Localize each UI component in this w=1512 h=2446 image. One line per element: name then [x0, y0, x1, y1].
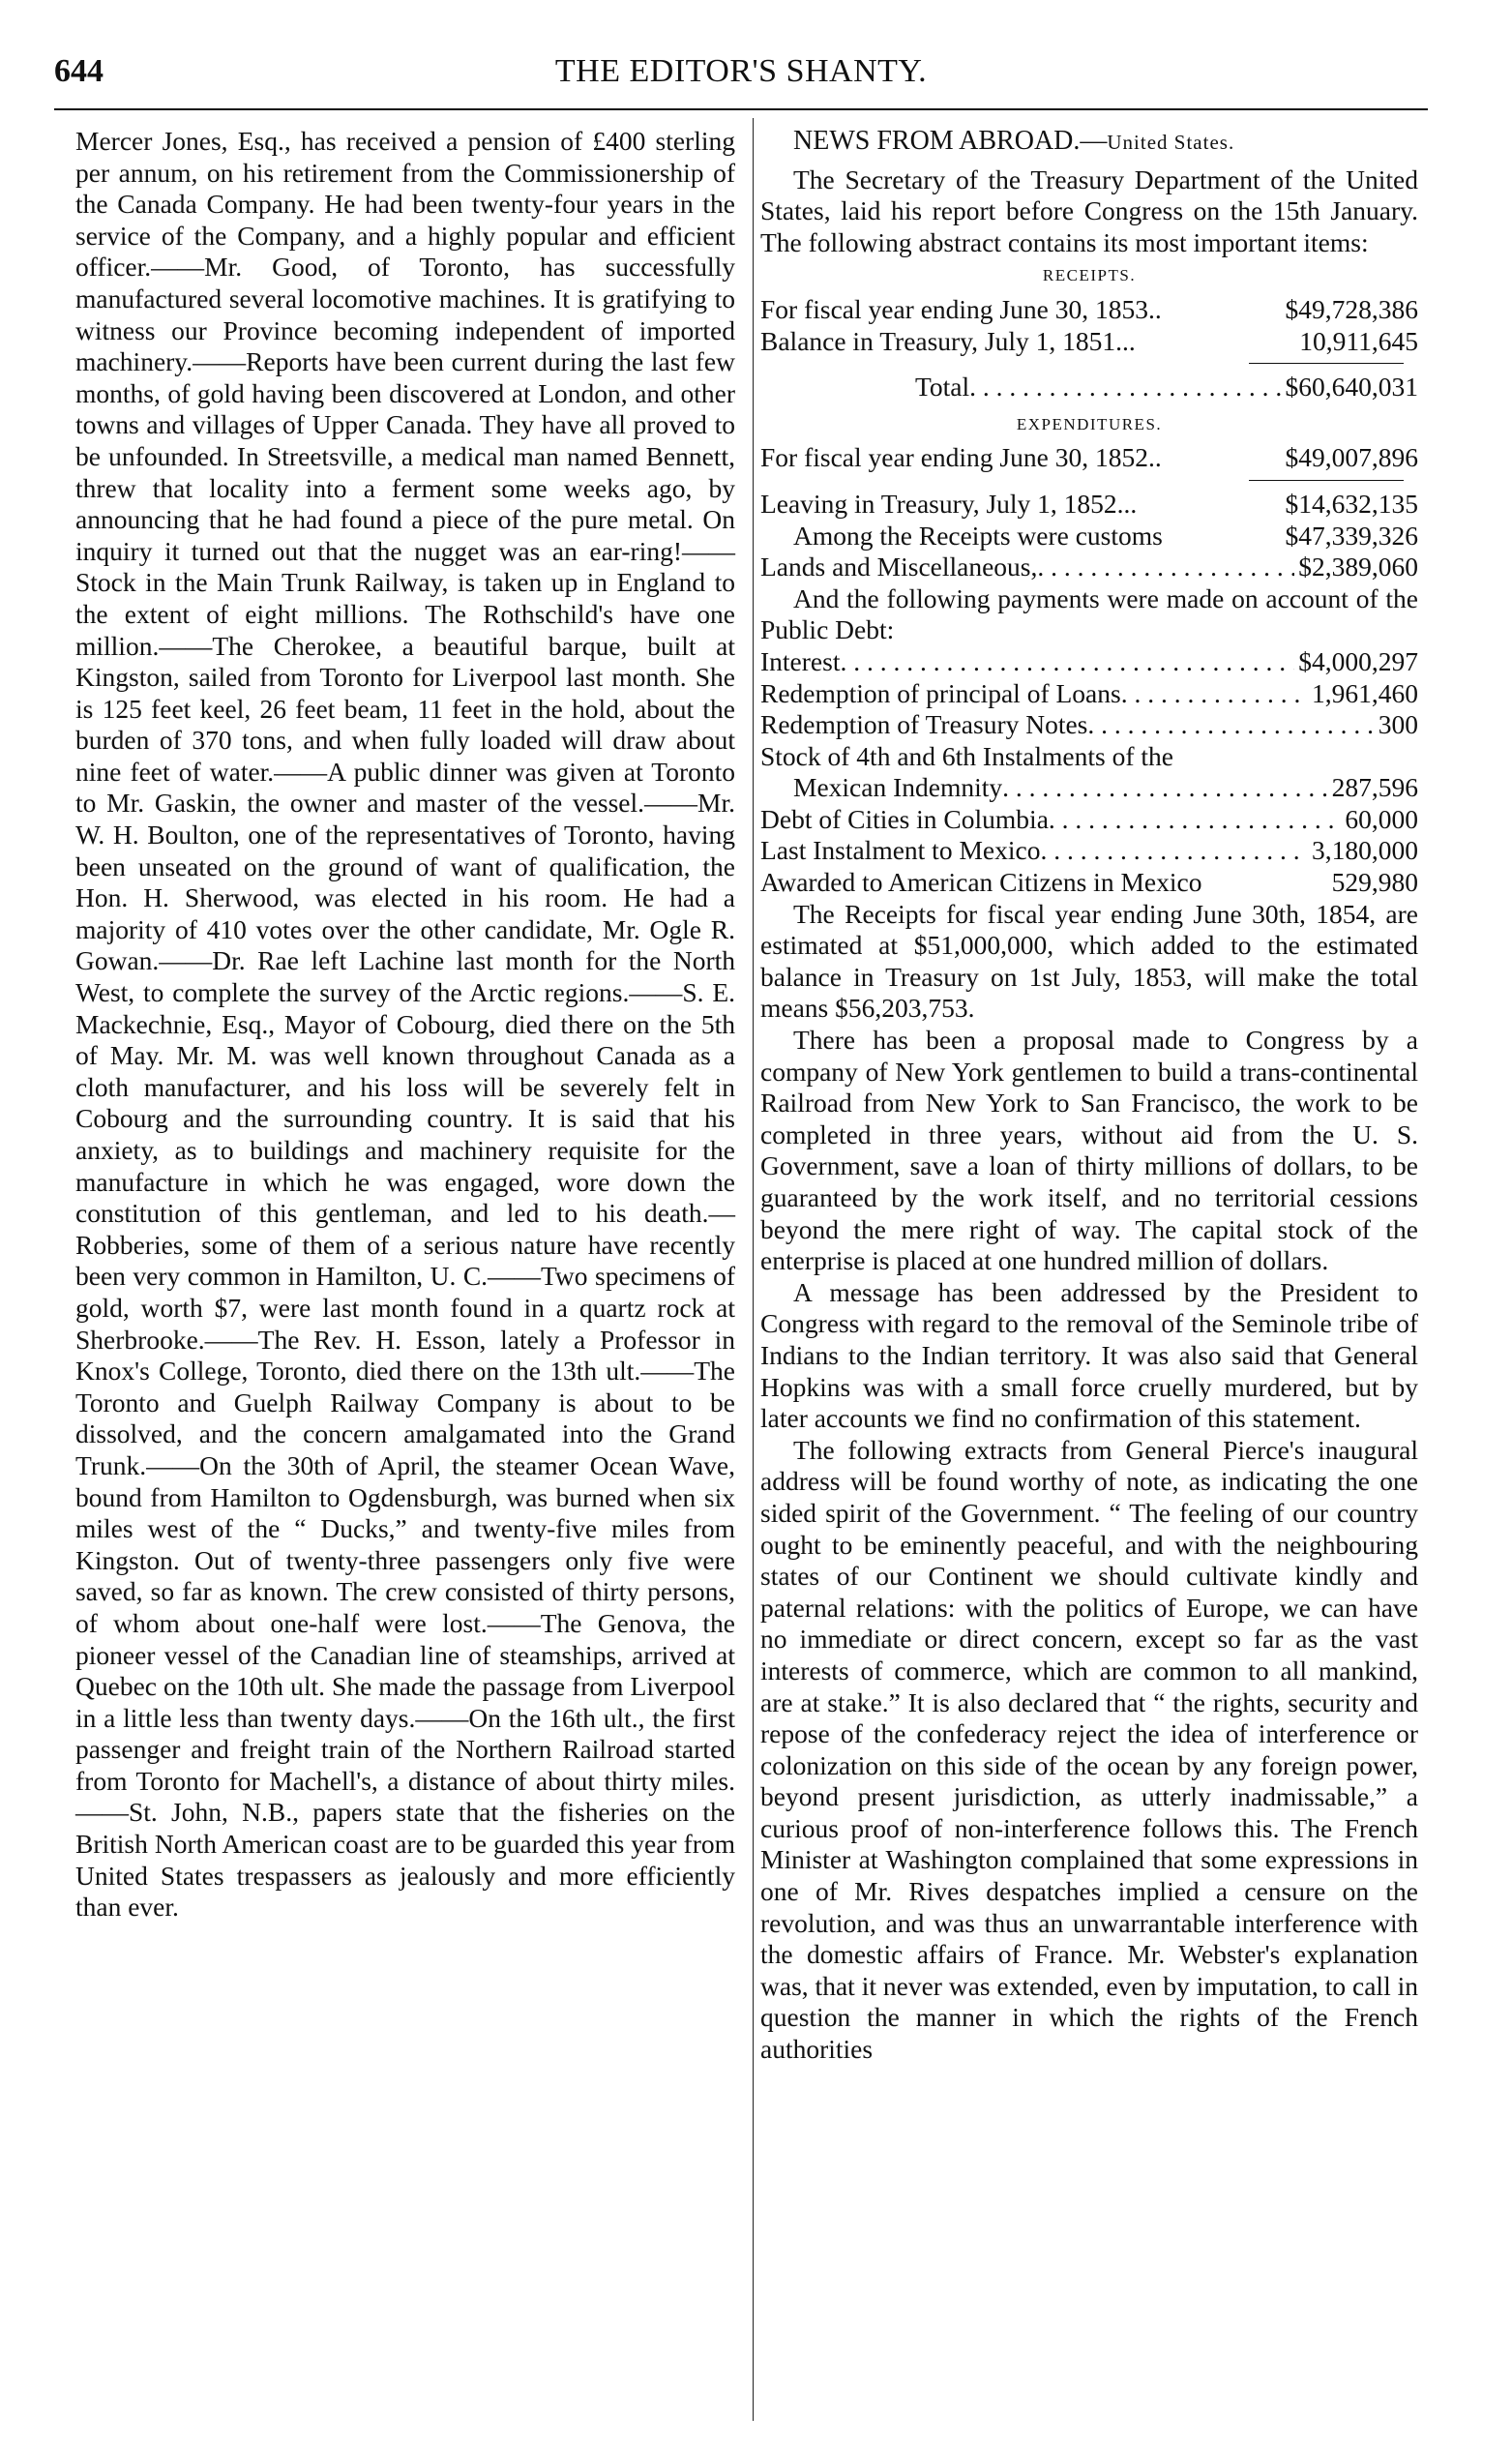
sum-rule	[1249, 480, 1404, 481]
balance-value: $14,632,135	[1285, 488, 1418, 519]
left-column	[75, 126, 735, 1924]
payment-label: Mexican Indemnity	[793, 772, 1003, 803]
right-column	[760, 126, 1418, 2066]
payment-row	[760, 867, 1418, 899]
total-row	[760, 372, 1418, 403]
left-column-text: Mercer Jones, Esq., has received a pension of £400 sterling per annum, on his retirement from the Commissionership of the Canada Company. He had been twenty-four years in the service of the Company, and a highly popular and efficient officer.——Mr. Good, of Toronto, has successfully manufactured several locomotive machines. It is gratifying to witness our Province becoming independent of imported machinery.——Reports have been current during the last few months, of gold having been discovered at London, and other towns and villages of Upper Canada. They have all proved to be unfounded. In Streetsville, a medical man named Bennett, threw that locality into a ferment some weeks ago, by announcing that he had found a piece of the pure metal. On inquiry it turned out that the nugget was an ear-ring!——Stock in the Main Trunk Railway, is taken up in England to the extent of eight millions. The Rothschild's have one million.——The Cherokee, a beautiful barque, built at Kingston, sailed from Toronto for Liverpool last month. She is 125 feet keel, 26 feet beam, 11 feet in the hold, about the burden of 370 tons, and when fully loaded will draw about nine feet of water.——A public dinner was given at Toronto to Mr. Gaskin, the owner and master of the vessel.——Mr. W. H. Boulton, one of the representatives of Toronto, having been unseated on the ground of want of qualification, the Hon. H. Sherwood, was elected in his room. He had a majority of 410 votes over the other candidate, Mr. Ogle R. Gowan.——Dr. Rae left Lachine last month for the North West, to complete the survey of the Arctic regions.——S. E. Mackechnie, Esq., Mayor of Cobourg, died there on the 5th of May. Mr. M. was well known throughout Canada as a cloth manufacturer, and his loss will be severely felt in Cobourg and the surrounding country. It is said that his anxiety, as to buildings and machinery requisite for the manufacture in which he was engaged, wore down the constitution of this gentleman, and led to his death.—Robberies, some of them of a serious nature have recently been very common in Hamilton, U. C.——Two specimens of gold, worth $7, were last month found in a quartz rock at Sherbrooke.——The Rev. H. Esson, lately a Professor in Knox's College, Toronto, died there on the 13th ult.——The Toronto and Guelph Railway Company is about to be dissolved, and the concern amalgamated into the Grand Trunk.——On the 30th of April, the steamer Ocean Wave, bound from Hamilton to Ogdensburgh, was burned when six miles west of the “ Ducks,” and twenty-five miles from Kingston. Out of twenty-three passengers only five were saved, so far as known. The crew consisted of thirty persons, of whom about one-half were lost.——The Genova, the pioneer vessel of the Canadian line of steamships, arrived at Quebec on the 10th ult. She made the passage from Liverpool in a little less than twenty days.——On the 16th ult., the first passenger and freight train of the Northern Railroad started from Toronto for Machell's, a distance of about thirty miles.——St. John, N.B., papers state that the fisheries on the British North American coast are to be guarded this year from United States trespassers as jealously and more efficiently than ever.	[75, 126, 735, 1923]
receipt-value: 10,911,645	[1299, 325, 1418, 356]
lands-row	[760, 552, 1418, 583]
paragraph: There has been a proposal made to Congress by a company of New York gentlemen to build a trans-continental Railroad from New York to San Francisco, the work to be completed in three years, without aid from the U. S. Government, save a loan of thirty millions of dollars, to be guaranteed by the work itself, and no territorial cessions beyond the mere right of way. The capital stock of the enterprise is placed at one hundred million of dollars.	[760, 1025, 1418, 1276]
total-value: $60,640,031	[1285, 372, 1418, 403]
payment-value: 3,180,000	[1312, 835, 1418, 866]
customs-label: Among the Receipts were customs	[793, 520, 1163, 551]
payment-row	[760, 709, 1418, 741]
paragraph: A message has been addressed by the President to Congress with regard to the removal of the Seminole tribe of Indians to the Indian territory. It was also said that General Hopkins was with a small force cruelly murdered, but by later accounts we find no confirmation of this statement.	[760, 1276, 1418, 1434]
payment-row	[760, 646, 1418, 678]
payment-label: Stock of 4th and 6th Instalments of the	[760, 740, 1173, 771]
expenditure-value: $49,007,896	[1285, 442, 1418, 473]
payment-label: Debt of Cities in Columbia	[760, 803, 1049, 834]
payment-row	[760, 772, 1418, 804]
payment-row	[760, 835, 1418, 867]
receipt-label: For fiscal year ending June 30, 1853..	[760, 293, 1162, 324]
section-headline	[760, 126, 1418, 159]
receipt-row	[760, 294, 1418, 326]
expenditure-label: For fiscal year ending June 30, 1852..	[760, 442, 1162, 473]
payment-value: 1,961,460	[1312, 677, 1418, 708]
payment-value: 300	[1378, 709, 1418, 740]
treasury-intro: The Secretary of the Treasury Department of the United States, laid his report before Congress on the 15th January. The following abstract contains its most important items:	[760, 164, 1418, 257]
customs-value: $47,339,326	[1285, 520, 1418, 551]
lands-value: $2,389,060	[1298, 552, 1418, 582]
public-debt-intro: And the following payments were made on account of the Public Debt:	[760, 582, 1418, 645]
headline-subject: United States.	[1107, 131, 1235, 154]
receipts-heading: RECEIPTS.	[1042, 266, 1137, 285]
expenditure-row	[760, 442, 1418, 474]
headline-text: NEWS FROM ABROAD.—	[793, 126, 1108, 156]
payment-value: $4,000,297	[1298, 645, 1418, 676]
total-label: Total	[915, 372, 970, 403]
payment-label: Redemption of principal of Loans	[760, 677, 1121, 708]
running-title: THE EDITOR'S SHANTY.	[554, 53, 928, 89]
paragraph: The following extracts from General Pierce's inaugural address will be found worthy of note, as indicating the one sided spirit of the Government. “ The feeling of our country ought to be eminently peaceful, and with the neighbouring states of our Continent we should cultivate kindly and paternal relations: with the politics of Europe, we can have no immediate or direct concern, except so far as the vast interests of commerce, which are common to all mankind, are at stake.” It is also declared that “ the rights, security and repose of the confederacy reject the idea of interference or colonization on this side of the ocean by any foreign power, beyond present jurisdiction, as utterly inadmissable,” a curious proof of non-interference follows this. The French Minister at Washington complained that some expressions in one of Mr. Rives despatches implied a censure on the revolution, and was thus an unwarrantable interference with the domestic affairs of France. Mr. Webster's explanation was, that it never was extended, even by imputation, to call in question the manner in which the rights of the French authorities	[760, 1434, 1418, 2065]
payment-label: Awarded to American Citizens in Mexico	[760, 867, 1202, 898]
lands-label: Lands and Miscellaneous,	[760, 552, 1038, 582]
balance-label: Leaving in Treasury, July 1, 1852...	[760, 488, 1138, 519]
header-rule	[54, 108, 1428, 110]
payment-row	[760, 678, 1418, 710]
receipt-label: Balance in Treasury, July 1, 1851...	[760, 325, 1136, 356]
paragraph: The Receipts for fiscal year ending June 30th, 1854, are estimated at $51,000,000, which added to the estimated balance in Treasury on 1st July, 1853, will make the total means $56,203,753.	[760, 898, 1418, 1024]
payment-label: Redemption of Treasury Notes	[760, 709, 1088, 740]
page-number: 644	[54, 53, 104, 89]
expenditures-heading: EXPENDITURES.	[1016, 414, 1163, 433]
receipt-value: $49,728,386	[1285, 293, 1418, 324]
payment-row	[760, 804, 1418, 836]
page-header	[54, 53, 1428, 111]
balance-row	[760, 489, 1418, 521]
column-divider	[753, 118, 754, 2421]
customs-row	[760, 521, 1418, 552]
payment-value: 60,000	[1345, 803, 1418, 834]
payment-label: Interest	[760, 645, 841, 676]
payment-value: 529,980	[1331, 867, 1418, 898]
payment-value: 287,596	[1331, 772, 1418, 803]
payment-label: Last Instalment to Mexico	[760, 835, 1041, 866]
receipt-row	[760, 326, 1418, 358]
sum-rule	[1249, 363, 1404, 364]
payment-row	[760, 741, 1418, 773]
